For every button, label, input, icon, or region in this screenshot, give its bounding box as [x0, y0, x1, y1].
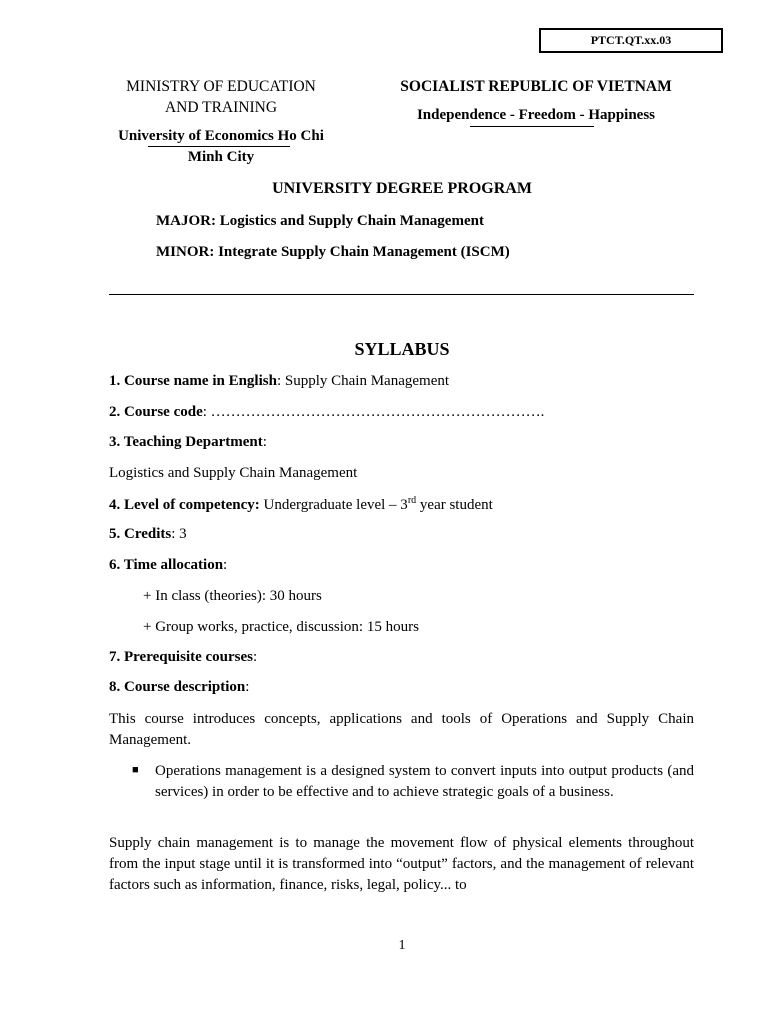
university-line-1: University of Economics Ho Chi: [118, 128, 324, 144]
description-colon: :: [245, 679, 250, 695]
level-value-post: year student: [416, 497, 493, 513]
time-allocation-colon: :: [223, 557, 228, 573]
department-item: [109, 434, 267, 451]
horizontal-divider: [109, 294, 694, 295]
description-item: [109, 679, 249, 696]
minor-line: MINOR: Integrate Supply Chain Management (ISCM): [156, 244, 510, 260]
ministry-line-2: AND TRAINING: [164, 99, 278, 116]
credits-item: [109, 526, 187, 543]
national-motto: Independence - Freedom - Happiness: [416, 107, 656, 123]
credits-value: : 3: [171, 526, 187, 542]
republic-header: [376, 76, 696, 126]
department-label: 3. Teaching Department: [109, 434, 263, 450]
course-code-value: : ………………………………………………………….: [202, 404, 545, 420]
level-label: 4. Level of competency:: [109, 497, 260, 513]
course-code-label: 2. Course code: [109, 404, 203, 420]
document-code-box: [539, 28, 723, 53]
time-allocation-label: 6. Time allocation: [109, 557, 224, 573]
prerequisite-item: [109, 649, 257, 666]
course-name-value: : Supply Chain Management: [276, 373, 450, 389]
description-label: 8. Course description: [109, 679, 246, 695]
department-value: Logistics and Supply Chain Management: [109, 465, 358, 481]
credits-label: 5. Credits: [109, 526, 172, 542]
course-name-item: [109, 373, 449, 390]
page-number: 1: [398, 938, 406, 953]
time-allocation-item: [109, 557, 227, 574]
course-name-label: 1. Course name in English: [109, 373, 277, 389]
major-line: MAJOR: Logistics and Supply Chain Management: [156, 213, 484, 229]
syllabus-title: SYLLABUS: [354, 339, 450, 359]
course-code-item: [109, 404, 544, 421]
republic-name: SOCIALIST REPUBLIC OF VIETNAM: [400, 78, 672, 95]
program-title: UNIVERSITY DEGREE PROGRAM: [272, 180, 532, 197]
department-colon: :: [262, 434, 267, 450]
document-code: PTCT.QT.xx.03: [590, 33, 672, 47]
time-inclass: + In class (theories): 30 hours: [143, 588, 322, 604]
university-underline: [148, 146, 290, 147]
prerequisite-label: 7. Prerequisite courses: [109, 649, 254, 665]
university-name: [96, 126, 346, 168]
university-line-2: Minh City: [187, 149, 255, 165]
level-item: [109, 495, 493, 514]
level-value-sup: rd: [407, 495, 417, 506]
description-paragraph-1: This course introduces concepts, applications and tools of Operations and Supply Chain Management.: [109, 711, 694, 748]
bullet-operations-management: Operations management is a designed system to convert inputs into output products (and services) in order to be effective and to achieve strategic goals of a business.: [155, 763, 694, 800]
ministry-line-1: MINISTRY OF EDUCATION: [126, 78, 316, 95]
motto-underline: [470, 126, 594, 127]
ministry-header: [96, 76, 346, 168]
time-groupwork: + Group works, practice, discussion: 15 hours: [143, 619, 419, 635]
level-value-pre: Undergraduate level – 3: [259, 497, 408, 513]
description-paragraph-2: Supply chain management is to manage the movement flow of physical elements throughout from the input stage until it is transformed into “output” factors, and the management of relevant factors such as information, finance, risks, legal, policy... to: [109, 835, 694, 893]
square-bullet-icon: ■: [132, 764, 139, 776]
prerequisite-colon: :: [253, 649, 258, 665]
